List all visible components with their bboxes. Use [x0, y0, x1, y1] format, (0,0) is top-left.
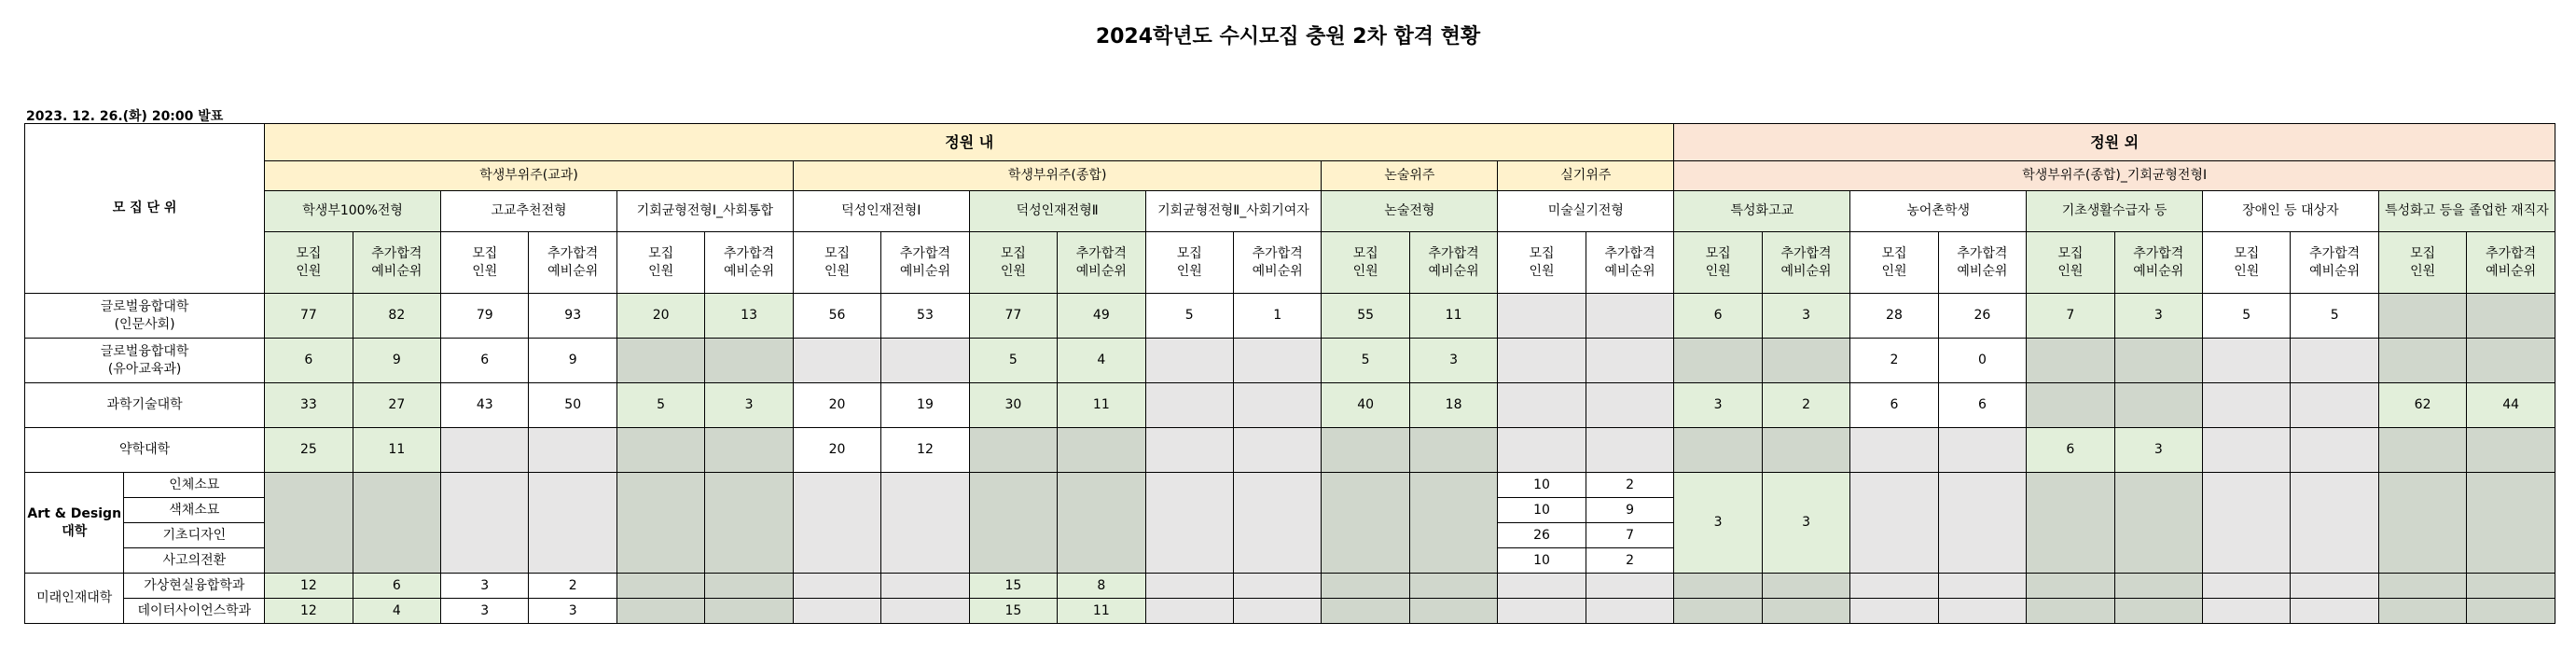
empty-cell [265, 473, 353, 574]
empty-cell [2027, 599, 2114, 624]
extra-rank-cell [1586, 339, 1674, 383]
recruit-count-cell: 20 [793, 428, 880, 473]
recruit-count-cell: 10 [1498, 498, 1586, 523]
extra-rank-cell: 3 [1762, 294, 1849, 339]
group-silgi: 실기위주 [1498, 161, 1674, 191]
extra-rank-cell [1058, 428, 1145, 473]
extra-rank-cell [1233, 383, 1321, 428]
col-extra-rank: 추가합격 예비순위 [881, 232, 969, 294]
extra-rank-cell [2291, 428, 2378, 473]
col-extra-rank: 추가합격 예비순위 [529, 232, 616, 294]
recruit-count-cell [1145, 339, 1233, 383]
empty-cell [1233, 473, 1321, 574]
type-header: 고교추천전형 [441, 191, 617, 232]
col-extra-rank: 추가합격 예비순위 [1938, 232, 2026, 294]
empty-cell [2291, 473, 2378, 574]
empty-cell [2467, 473, 2555, 574]
extra-rank-cell: 1 [1233, 294, 1321, 339]
empty-cell [1586, 599, 1674, 624]
col-extra-rank: 추가합격 예비순위 [1233, 232, 1321, 294]
extra-rank-cell [705, 339, 793, 383]
extra-rank-cell: 26 [1938, 294, 2026, 339]
type-header: 기회균형전형Ⅱ_사회기여자 [1145, 191, 1322, 232]
extra-rank-cell [2291, 383, 2378, 428]
empty-cell [1322, 599, 1409, 624]
extra-rank-cell [1586, 294, 1674, 339]
unit-future-talent: 미래인재대학 [25, 574, 124, 624]
recruit-count-cell [616, 428, 704, 473]
unit-global-early-childhood: 글로벌융합대학 (유아교육과) [25, 339, 265, 383]
empty-cell [2114, 574, 2202, 599]
col-recruit-count: 모집 인원 [2378, 232, 2466, 294]
recruit-count-cell [969, 428, 1057, 473]
col-recruit-count: 모집 인원 [441, 232, 529, 294]
extra-rank-cell: 12 [881, 428, 969, 473]
recruit-count-cell: 6 [1850, 383, 1938, 428]
empty-cell [2203, 599, 2291, 624]
extra-rank-cell: 9 [1586, 498, 1674, 523]
extra-rank-cell: 9 [529, 339, 616, 383]
type-header: 장애인 등 대상자 [2203, 191, 2379, 232]
extra-rank-cell: 93 [529, 294, 616, 339]
col-recruit-count: 모집 인원 [1850, 232, 1938, 294]
recruit-count-cell [1498, 428, 1586, 473]
col-recruit-count: 모집 인원 [793, 232, 880, 294]
announcement-date: 2023. 12. 26.(화) 20:00 발표 [26, 109, 224, 124]
empty-cell [1938, 599, 2026, 624]
outside-quota-header: 정원 외 [1674, 124, 2555, 161]
col-recruit-count: 모집 인원 [1145, 232, 1233, 294]
extra-rank-cell [2467, 339, 2555, 383]
extra-rank-cell: 13 [705, 294, 793, 339]
extra-rank-cell: 19 [881, 383, 969, 428]
recruit-count-cell: 6 [265, 339, 353, 383]
extra-rank-cell [1409, 428, 1497, 473]
recruit-count-cell: 25 [265, 428, 353, 473]
empty-cell [1850, 473, 1938, 574]
recruit-count-cell: 55 [1322, 294, 1409, 339]
col-extra-rank: 추가합격 예비순위 [2467, 232, 2555, 294]
recruit-count-cell: 2 [1850, 339, 1938, 383]
empty-cell [705, 473, 793, 574]
extra-rank-cell: 18 [1409, 383, 1497, 428]
recruit-count-cell [1674, 428, 1762, 473]
empty-cell [1762, 574, 1849, 599]
recruit-count-cell: 26 [1498, 523, 1586, 548]
extra-rank-cell: 3 [1762, 473, 1849, 574]
empty-cell [1233, 574, 1321, 599]
extra-rank-cell: 6 [353, 574, 440, 599]
empty-cell [1586, 574, 1674, 599]
extra-rank-cell: 6 [1938, 383, 2026, 428]
extra-rank-cell [2467, 428, 2555, 473]
extra-rank-cell: 4 [1058, 339, 1145, 383]
unit-global-humanities: 글로벌융합대학 (인문사회) [25, 294, 265, 339]
empty-cell [969, 473, 1057, 574]
extra-rank-cell: 3 [2114, 294, 2202, 339]
extra-rank-cell: 5 [2291, 294, 2378, 339]
extra-rank-cell: 0 [1938, 339, 2026, 383]
empty-cell [705, 599, 793, 624]
recruit-count-cell: 3 [1674, 383, 1762, 428]
empty-cell [1233, 599, 1321, 624]
extra-rank-cell: 53 [881, 294, 969, 339]
col-extra-rank: 추가합격 예비순위 [1586, 232, 1674, 294]
recruit-count-cell [441, 428, 529, 473]
col-recruit-count: 모집 인원 [616, 232, 704, 294]
dept-label: 데이터사이언스학과 [124, 599, 265, 624]
page-title: 2024학년도 수시모집 충원 2차 합격 현황 [1095, 25, 1481, 48]
group-nonsul: 논술위주 [1322, 161, 1498, 191]
recruit-count-cell: 77 [265, 294, 353, 339]
empty-cell [881, 574, 969, 599]
extra-rank-cell: 27 [353, 383, 440, 428]
recruit-count-cell: 6 [1674, 294, 1762, 339]
col-recruit-count: 모집 인원 [2027, 232, 2114, 294]
col-recruit-count: 모집 인원 [1674, 232, 1762, 294]
empty-cell [1322, 574, 1409, 599]
recruit-count-cell [2203, 383, 2291, 428]
recruit-count-cell: 5 [1145, 294, 1233, 339]
extra-rank-cell [1586, 428, 1674, 473]
type-header: 학생부100%전형 [265, 191, 441, 232]
extra-rank-cell: 11 [1058, 383, 1145, 428]
empty-cell [793, 599, 880, 624]
extra-rank-cell [2467, 294, 2555, 339]
empty-cell [2027, 473, 2114, 574]
extra-rank-cell: 7 [1586, 523, 1674, 548]
recruit-count-cell [1850, 428, 1938, 473]
recruit-count-cell: 28 [1850, 294, 1938, 339]
empty-cell [2467, 574, 2555, 599]
empty-cell [1498, 574, 1586, 599]
admission-table [24, 123, 2555, 624]
recruit-count-cell [1674, 339, 1762, 383]
recruit-count-cell [1498, 339, 1586, 383]
extra-rank-cell: 3 [705, 383, 793, 428]
recruit-count-cell [1145, 428, 1233, 473]
empty-cell [1145, 473, 1233, 574]
empty-cell [1498, 599, 1586, 624]
empty-cell [1145, 574, 1233, 599]
extra-rank-cell [2291, 339, 2378, 383]
recruit-count-cell [2378, 339, 2466, 383]
extra-rank-cell [1938, 428, 2026, 473]
extra-rank-cell: 2 [529, 574, 616, 599]
empty-cell [616, 599, 704, 624]
dept-label: 색채소묘 [124, 498, 265, 523]
type-header: 특성화고 등을 졸업한 재직자 [2378, 191, 2555, 232]
type-header: 덕성인재전형Ⅱ [969, 191, 1145, 232]
extra-rank-cell: 82 [353, 294, 440, 339]
col-extra-rank: 추가합격 예비순위 [353, 232, 440, 294]
recruit-count-cell: 79 [441, 294, 529, 339]
recruit-count-cell: 56 [793, 294, 880, 339]
empty-cell [353, 473, 440, 574]
recruit-count-cell: 12 [265, 574, 353, 599]
recruit-count-cell [1322, 428, 1409, 473]
recruit-count-cell: 20 [616, 294, 704, 339]
recruit-count-cell [2203, 428, 2291, 473]
empty-cell [616, 473, 704, 574]
group-gyogwa: 학생부위주(교과) [265, 161, 794, 191]
type-header: 미술실기전형 [1498, 191, 1674, 232]
recruit-count-cell: 5 [616, 383, 704, 428]
recruit-count-cell: 15 [969, 599, 1057, 624]
extra-rank-cell [705, 428, 793, 473]
extra-rank-cell: 11 [1409, 294, 1497, 339]
col-recruit-count: 모집 인원 [2203, 232, 2291, 294]
col-recruit-count: 모집 인원 [1498, 232, 1586, 294]
extra-rank-cell [1233, 339, 1321, 383]
empty-cell [1145, 599, 1233, 624]
empty-cell [881, 473, 969, 574]
empty-cell [1938, 574, 2026, 599]
extra-rank-cell: 4 [353, 599, 440, 624]
extra-rank-cell: 2 [1762, 383, 1849, 428]
empty-cell [2114, 599, 2202, 624]
recruit-count-cell: 5 [969, 339, 1057, 383]
recruit-count-cell: 43 [441, 383, 529, 428]
extra-rank-cell [1762, 339, 1849, 383]
recruit-count-cell: 20 [793, 383, 880, 428]
empty-cell [2203, 574, 2291, 599]
empty-cell [2291, 574, 2378, 599]
recruit-count-cell: 6 [2027, 428, 2114, 473]
recruit-count-cell [2027, 383, 2114, 428]
col-extra-rank: 추가합격 예비순위 [1058, 232, 1145, 294]
empty-cell [1409, 574, 1497, 599]
dept-label: 가상현실융합학과 [124, 574, 265, 599]
col-recruit-count: 모집 인원 [1322, 232, 1409, 294]
extra-rank-cell [529, 428, 616, 473]
recruit-count-cell [1498, 383, 1586, 428]
recruit-count-cell: 6 [441, 339, 529, 383]
empty-cell [2114, 473, 2202, 574]
type-header: 특성화고교 [1674, 191, 1850, 232]
recruit-count-cell [2027, 339, 2114, 383]
empty-cell [529, 473, 616, 574]
extra-rank-cell: 11 [1058, 599, 1145, 624]
empty-cell [1674, 599, 1762, 624]
unit-pharmacy: 약학대학 [25, 428, 265, 473]
empty-cell [2467, 599, 2555, 624]
extra-rank-cell: 9 [353, 339, 440, 383]
inside-quota-header: 정원 내 [265, 124, 1674, 161]
empty-cell [616, 574, 704, 599]
empty-cell [1322, 473, 1409, 574]
type-header: 기초생활수급자 등 [2027, 191, 2203, 232]
extra-rank-cell: 49 [1058, 294, 1145, 339]
recruit-count-cell [793, 339, 880, 383]
recruit-count-cell [2378, 428, 2466, 473]
extra-rank-cell: 44 [2467, 383, 2555, 428]
recruit-count-cell: 3 [441, 574, 529, 599]
col-recruit-count: 모집 인원 [969, 232, 1057, 294]
col-extra-rank: 추가합격 예비순위 [1762, 232, 1849, 294]
recruit-count-cell: 30 [969, 383, 1057, 428]
unit-header: 모 집 단 위 [25, 124, 265, 294]
recruit-count-cell: 10 [1498, 473, 1586, 498]
empty-cell [1409, 599, 1497, 624]
empty-cell [1762, 599, 1849, 624]
type-header: 논술전형 [1322, 191, 1498, 232]
empty-cell [881, 599, 969, 624]
col-extra-rank: 추가합격 예비순위 [705, 232, 793, 294]
recruit-count-cell: 7 [2027, 294, 2114, 339]
extra-rank-cell [881, 339, 969, 383]
empty-cell [2203, 473, 2291, 574]
col-recruit-count: 모집 인원 [265, 232, 353, 294]
extra-rank-cell: 3 [529, 599, 616, 624]
extra-rank-cell: 2 [1586, 548, 1674, 574]
extra-rank-cell [1762, 428, 1849, 473]
recruit-count-cell: 5 [2203, 294, 2291, 339]
unit-science-technology: 과학기술대학 [25, 383, 265, 428]
type-header: 덕성인재전형Ⅰ [793, 191, 969, 232]
recruit-count-cell: 33 [265, 383, 353, 428]
extra-rank-cell [2114, 339, 2202, 383]
recruit-count-cell: 77 [969, 294, 1057, 339]
col-extra-rank: 추가합격 예비순위 [2291, 232, 2378, 294]
empty-cell [1674, 574, 1762, 599]
extra-rank-cell: 11 [353, 428, 440, 473]
empty-cell [2378, 599, 2466, 624]
empty-cell [705, 574, 793, 599]
group-outside: 학생부위주(종합)_기회균형전형Ⅰ [1674, 161, 2555, 191]
empty-cell [1850, 599, 1938, 624]
group-jonghap: 학생부위주(종합) [793, 161, 1322, 191]
recruit-count-cell: 10 [1498, 548, 1586, 574]
dept-label: 사고의전환 [124, 548, 265, 574]
recruit-count-cell [1498, 294, 1586, 339]
recruit-count-cell [1145, 383, 1233, 428]
type-header: 기회균형전형Ⅰ_사회통합 [616, 191, 793, 232]
empty-cell [2027, 574, 2114, 599]
extra-rank-cell: 2 [1586, 473, 1674, 498]
empty-cell [1850, 574, 1938, 599]
empty-cell [441, 473, 529, 574]
extra-rank-cell: 50 [529, 383, 616, 428]
recruit-count-cell [616, 339, 704, 383]
recruit-count-cell: 12 [265, 599, 353, 624]
extra-rank-cell [1586, 383, 1674, 428]
empty-cell [2378, 574, 2466, 599]
recruit-count-cell: 15 [969, 574, 1057, 599]
empty-cell [1409, 473, 1497, 574]
empty-cell [793, 574, 880, 599]
empty-cell [2378, 473, 2466, 574]
col-extra-rank: 추가합격 예비순위 [1409, 232, 1497, 294]
dept-label: 인체소묘 [124, 473, 265, 498]
recruit-count-cell [2203, 339, 2291, 383]
recruit-count-cell: 40 [1322, 383, 1409, 428]
extra-rank-cell: 3 [2114, 428, 2202, 473]
recruit-count-cell: 62 [2378, 383, 2466, 428]
empty-cell [793, 473, 880, 574]
empty-cell [1938, 473, 2026, 574]
recruit-count-cell: 3 [441, 599, 529, 624]
extra-rank-cell: 3 [1409, 339, 1497, 383]
col-extra-rank: 추가합격 예비순위 [2114, 232, 2202, 294]
recruit-count-cell: 3 [1674, 473, 1762, 574]
extra-rank-cell: 8 [1058, 574, 1145, 599]
type-header: 농어촌학생 [1850, 191, 2027, 232]
extra-rank-cell [1233, 428, 1321, 473]
recruit-count-cell: 5 [1322, 339, 1409, 383]
recruit-count-cell [2378, 294, 2466, 339]
extra-rank-cell [2114, 383, 2202, 428]
empty-cell [1058, 473, 1145, 574]
unit-art-design: Art & Design 대학 [25, 473, 124, 574]
dept-label: 기초디자인 [124, 523, 265, 548]
empty-cell [2291, 599, 2378, 624]
